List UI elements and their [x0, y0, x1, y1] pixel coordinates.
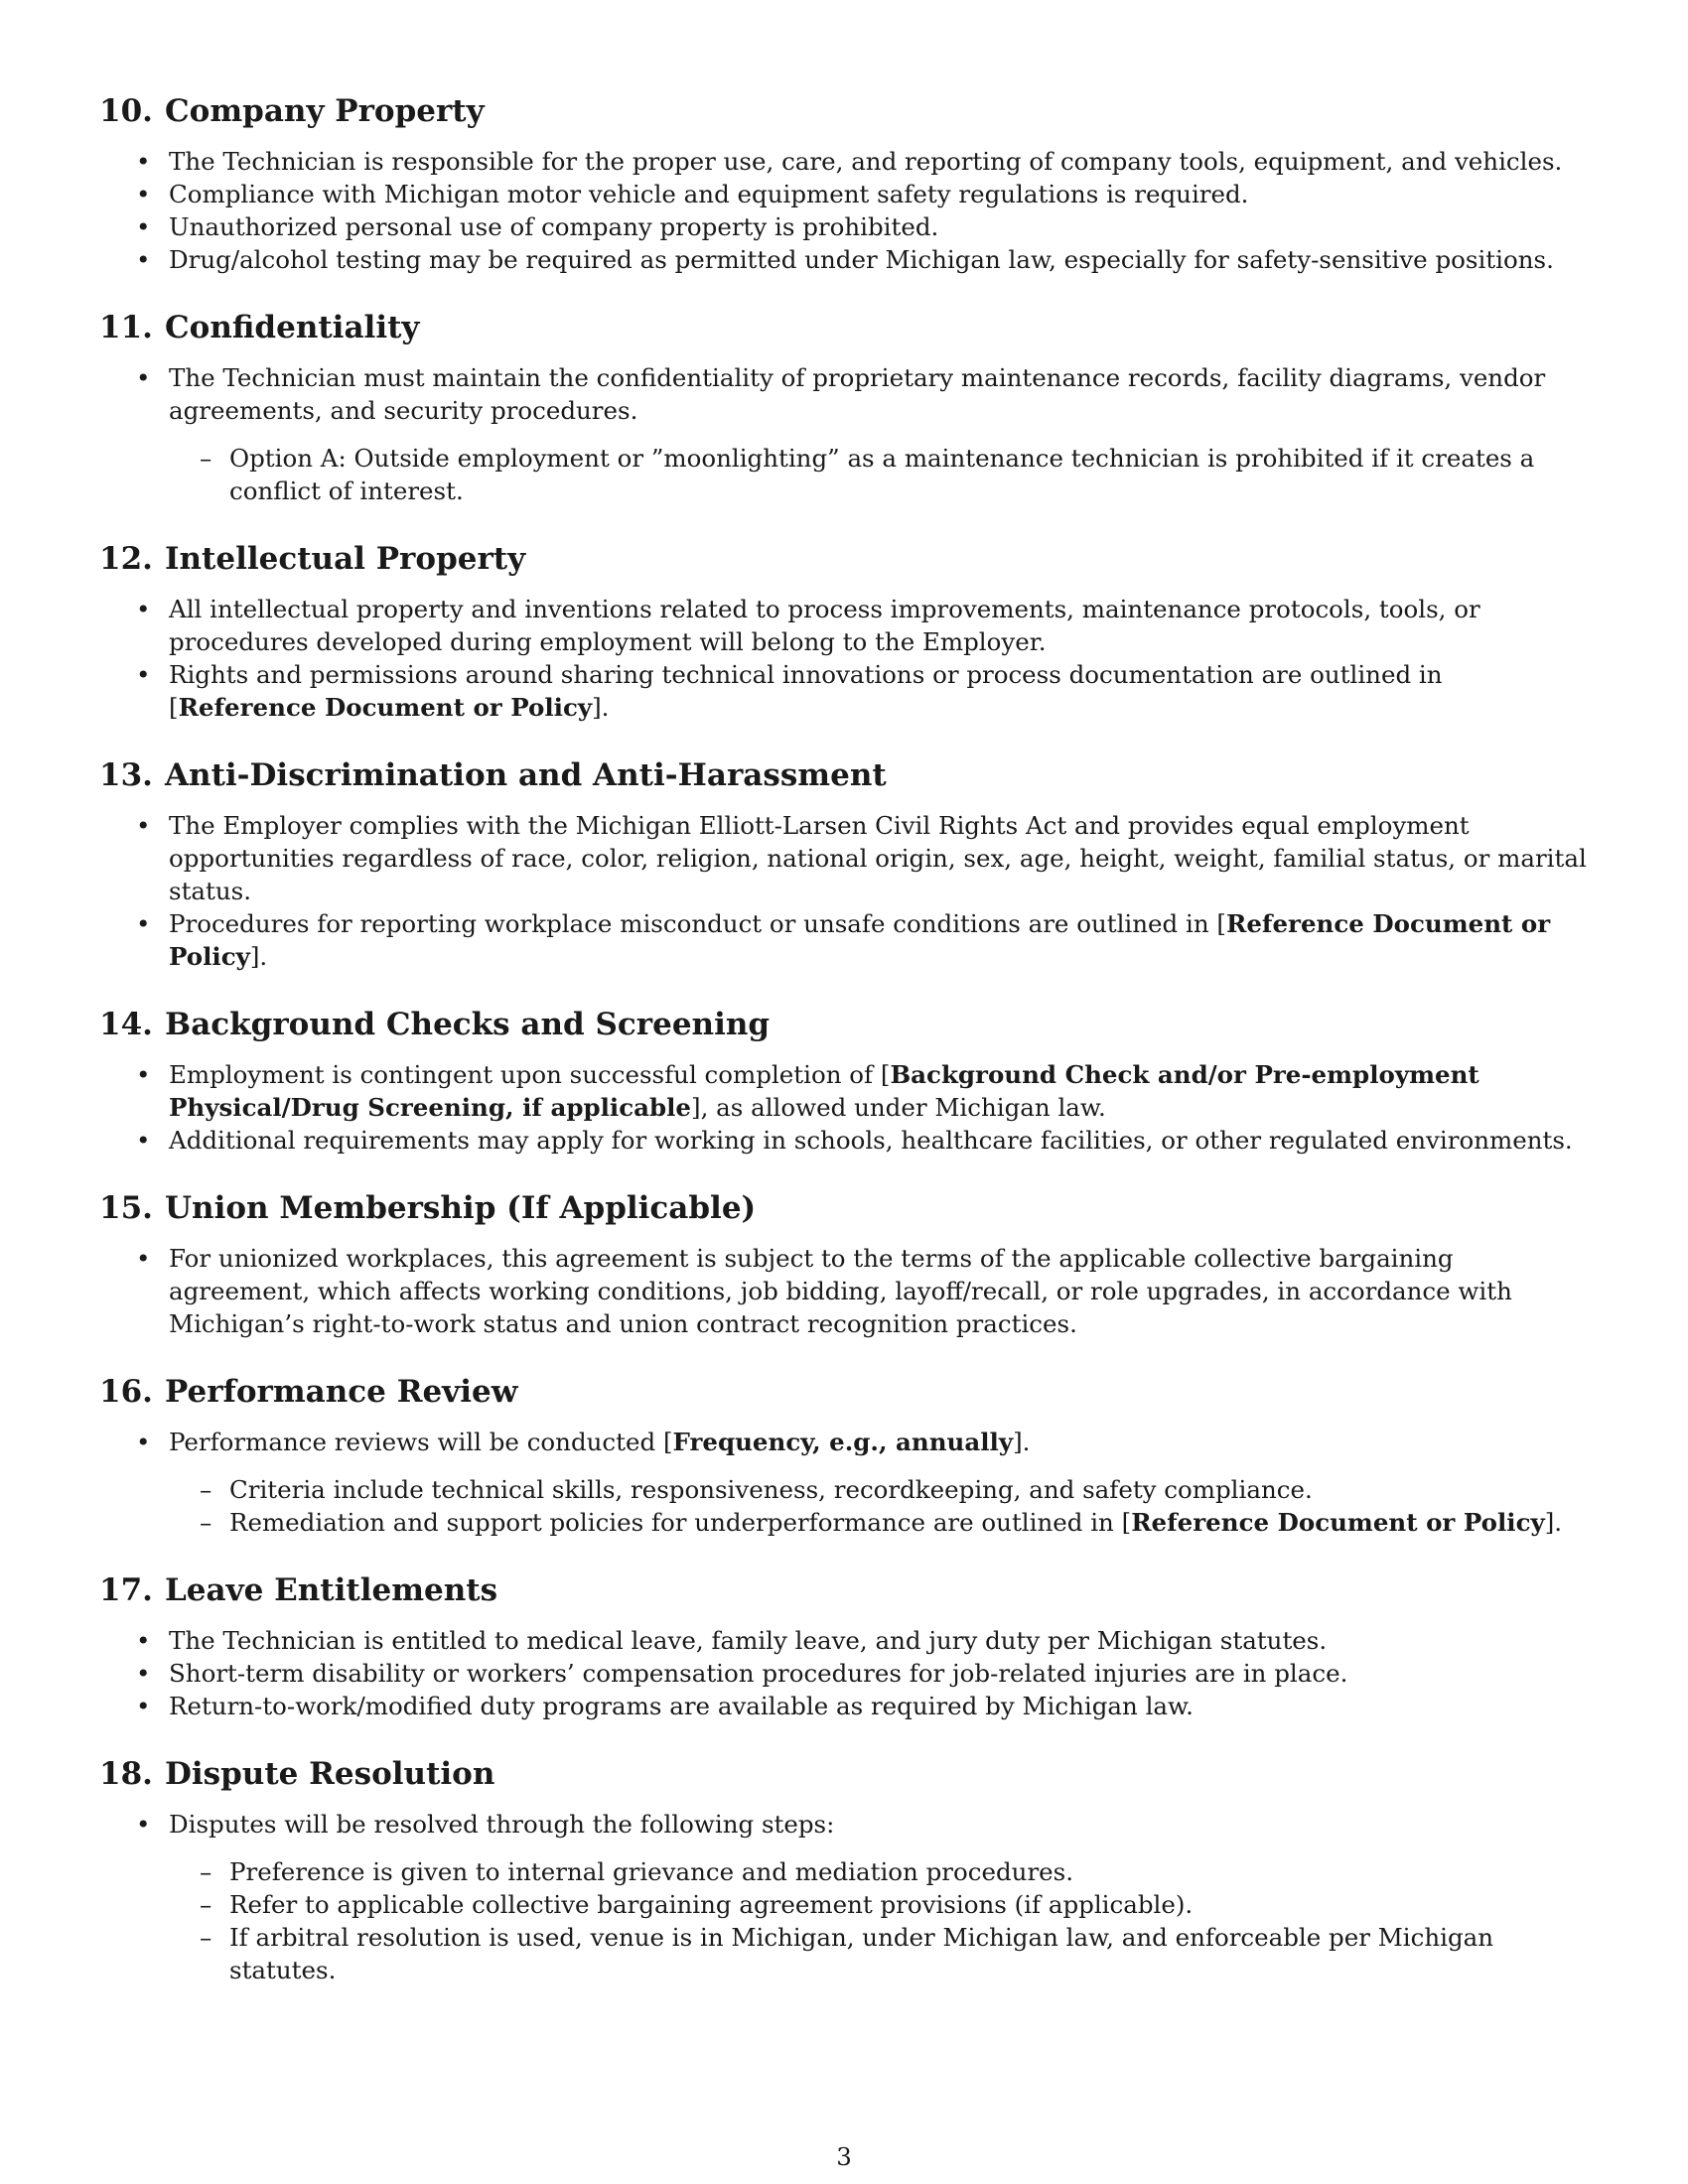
section-14 [99, 1005, 1589, 1157]
text-run: Remediation and support policies for underperformance are outlined in [ [229, 1508, 1132, 1537]
bullet-list [99, 1624, 1589, 1722]
section-number: 16. [99, 1374, 153, 1410]
section-number: 14. [99, 1007, 153, 1042]
text-run: ], as allowed under Michigan law. [691, 1093, 1106, 1122]
section-heading [99, 308, 1589, 347]
section-heading [99, 91, 1589, 131]
bullet-item [99, 1426, 1589, 1539]
text-run: Short-term disability or workers’ compensation procedures for job-related injuries are in place. [169, 1659, 1348, 1688]
bullet-list [99, 145, 1589, 276]
text-run: If arbitral resolution is used, venue is in Michigan, under Michigan law, and enforceable per Michigan statutes. [229, 1923, 1494, 1984]
section-number: 18. [99, 1756, 153, 1792]
section-heading [99, 1005, 1589, 1044]
section-number: 10. [99, 93, 153, 129]
section-15 [99, 1188, 1589, 1340]
bullet-item [99, 1624, 1589, 1657]
bullet-item [99, 1058, 1589, 1124]
bold-placeholder-text: Reference Document or Policy [169, 909, 1551, 971]
section-title: Dispute Resolution [165, 1756, 495, 1792]
sub-item [169, 1921, 1589, 1986]
page-number: 3 [836, 2142, 852, 2171]
section-title: Leave Entitlements [165, 1572, 498, 1608]
document-body [99, 91, 1589, 2018]
bullet-item [99, 1124, 1589, 1157]
text-run: ]. [1013, 1428, 1031, 1456]
section-number: 17. [99, 1572, 153, 1608]
section-heading [99, 539, 1589, 579]
text-run: Performance reviews will be conducted [ [169, 1428, 673, 1456]
text-run: Preference is given to internal grievance and mediation procedures. [229, 1857, 1074, 1886]
sub-item [169, 1888, 1589, 1921]
bullet-item [99, 145, 1589, 178]
text-run: ]. [1544, 1508, 1563, 1537]
text-run: Criteria include technical skills, responsiveness, recordkeeping, and safety compliance. [229, 1475, 1313, 1504]
section-18 [99, 1754, 1589, 1986]
section-heading [99, 1570, 1589, 1610]
bullet-item [99, 243, 1589, 276]
bullet-item [99, 361, 1589, 507]
bullet-list [99, 1808, 1589, 1986]
sub-list [169, 1473, 1589, 1539]
section-10 [99, 91, 1589, 276]
text-run: Return-to-work/modified duty programs are available as required by Michigan law. [169, 1692, 1194, 1720]
bullet-item [99, 178, 1589, 210]
bullet-list [99, 1058, 1589, 1157]
bullet-item [99, 658, 1589, 724]
text-run: ]. [592, 693, 610, 722]
section-title: Confidentiality [165, 310, 420, 345]
text-run: Unauthorized personal use of company property is prohibited. [169, 212, 939, 241]
section-number: 12. [99, 541, 153, 577]
section-heading [99, 1372, 1589, 1412]
section-title: Background Checks and Screening [165, 1007, 771, 1042]
text-run: Rights and permissions around sharing technical innovations or process documentation are outlined in [ [169, 660, 1443, 722]
text-run: All intellectual property and inventions related to process improvements, maintenance protocols, tools, or procedures developed during employment will belong to the Employer. [169, 595, 1480, 656]
section-number: 11. [99, 310, 153, 345]
text-run: Procedures for reporting workplace misconduct or unsafe conditions are outlined in [ [169, 909, 1226, 938]
bullet-list [99, 809, 1589, 973]
section-title: Union Membership (If Applicable) [165, 1190, 757, 1226]
section-heading [99, 755, 1589, 795]
sub-list [169, 1855, 1589, 1986]
bullet-list [99, 1242, 1589, 1340]
text-run: Option A: Outside employment or ”moonlighting” as a maintenance technician is prohibited if it creates a conflict of interest. [229, 444, 1535, 505]
section-17 [99, 1570, 1589, 1722]
sub-item [169, 442, 1589, 507]
bold-placeholder-text: Reference Document or Policy [178, 693, 593, 722]
section-number: 15. [99, 1190, 153, 1226]
bullet-item [99, 1690, 1589, 1722]
bullet-list [99, 361, 1589, 507]
sub-item [169, 1506, 1589, 1539]
bold-placeholder-text: Frequency, e.g., annually [672, 1428, 1014, 1456]
text-run: Refer to applicable collective bargaining agreement provisions (if applicable). [229, 1890, 1194, 1919]
bold-placeholder-text: Background Check and/or Pre-employment Physical/Drug Screening, if applicable [169, 1060, 1479, 1122]
bullet-item [99, 210, 1589, 243]
text-run: The Technician is responsible for the proper use, care, and reporting of company tools, equipment, and vehicles. [169, 147, 1563, 176]
section-11 [99, 308, 1589, 507]
section-16 [99, 1372, 1589, 1539]
bullet-item [99, 593, 1589, 658]
section-12 [99, 539, 1589, 724]
bullet-list [99, 1426, 1589, 1539]
sub-item [169, 1473, 1589, 1506]
text-run: The Employer complies with the Michigan Elliott-Larsen Civil Rights Act and provides equal employment opportunities regardless of race, color, religion, national origin, sex, age, height, weight, familial status, or marital status. [169, 811, 1587, 905]
text-run: Drug/alcohol testing may be required as permitted under Michigan law, especially for safety-sensitive positions. [169, 245, 1554, 274]
sub-item [169, 1855, 1589, 1888]
bullet-item [99, 1242, 1589, 1340]
section-heading [99, 1754, 1589, 1794]
bullet-item [99, 1808, 1589, 1986]
text-run: Additional requirements may apply for working in schools, healthcare facilities, or other regulated environments. [169, 1126, 1573, 1155]
section-number: 13. [99, 757, 153, 793]
section-13 [99, 755, 1589, 973]
bullet-item [99, 1657, 1589, 1690]
bullet-item [99, 809, 1589, 907]
text-run: ]. [249, 942, 268, 971]
bullet-item [99, 907, 1589, 973]
text-run: Disputes will be resolved through the following steps: [169, 1810, 835, 1839]
text-run: Employment is contingent upon successful completion of [ [169, 1060, 891, 1089]
sub-list [169, 442, 1589, 507]
text-run: For unionized workplaces, this agreement is subject to the terms of the applicable collective bargaining agreement, which affects working conditions, job bidding, layoff/recall, or role upgrades, in accordance with Michigan’s right-to-work status and union contract recognition practices. [169, 1244, 1512, 1338]
text-run: Compliance with Michigan motor vehicle and equipment safety regulations is required. [169, 180, 1249, 208]
text-run: The Technician must maintain the confidentiality of proprietary maintenance records, facility diagrams, vendor agreements, and security procedures. [169, 363, 1546, 425]
section-title: Anti-Discrimination and Anti-Harassment [165, 757, 887, 793]
bullet-list [99, 593, 1589, 724]
text-run: The Technician is entitled to medical leave, family leave, and jury duty per Michigan statutes. [169, 1626, 1328, 1655]
section-title: Intellectual Property [165, 541, 526, 577]
bold-placeholder-text: Reference Document or Policy [1131, 1508, 1545, 1537]
section-heading [99, 1188, 1589, 1228]
section-title: Company Property [165, 93, 485, 129]
section-title: Performance Review [165, 1374, 518, 1410]
